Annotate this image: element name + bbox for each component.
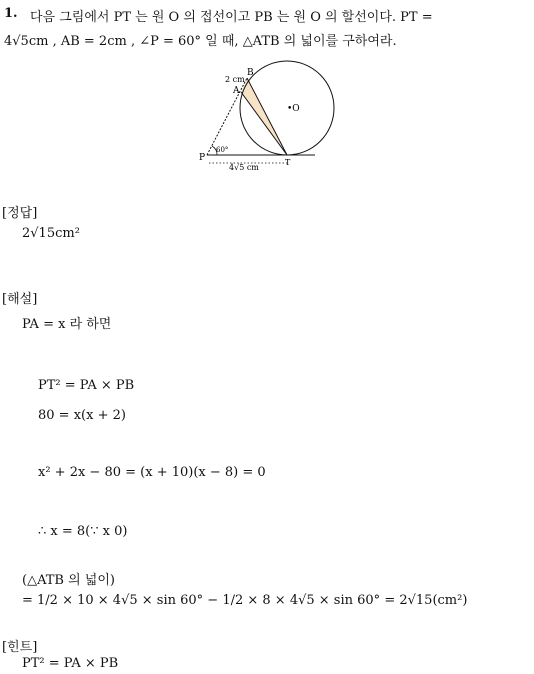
equation-3: x² + 2x − 80 = (x + 10)(x − 8) = 0 [38, 465, 266, 480]
hint-header: [힌트] [2, 640, 38, 655]
solution-header: [해설] [2, 292, 38, 307]
label-2cm: 2 cm [225, 75, 245, 84]
label-b: B [247, 68, 254, 78]
problem-number: 1. [4, 6, 18, 21]
label-t: T [285, 158, 291, 167]
area-expression: = 1/2 × 10 × 4√5 × sin 60° − 1/2 × 8 × 4√5 × sin 60° = 2√15(cm²) [22, 593, 468, 608]
problem-line-2: 4√5cm , AB = 2cm , ∠P = 60° 일 때, △ATB 의 넓이를 구하여라. [4, 34, 397, 49]
problem-line-1: 다음 그림에서 PT 는 원 O 의 접선이고 PB 는 원 O 의 할선이다. PT = [30, 10, 433, 25]
label-o: •O [287, 104, 300, 114]
label-60: 60° [216, 146, 229, 154]
equation-1: PT² = PA × PB [38, 378, 135, 393]
segment-at [241, 92, 287, 155]
solution-intro: PA = x 라 하면 [22, 317, 112, 332]
equation-4: ∴ x = 8(∵ x 0) [38, 524, 128, 539]
geometry-figure [195, 60, 345, 175]
label-4root5: 4√5 cm [229, 163, 259, 172]
hint-formula: PT² = PA × PB [22, 656, 119, 671]
triangle-atb [241, 78, 287, 155]
label-a: A [233, 86, 240, 96]
answer-value: 2√15cm² [22, 226, 80, 241]
area-label: (△ATB 의 넓이) [22, 573, 115, 588]
label-p: P [199, 153, 206, 163]
answer-header: [정답] [2, 206, 38, 221]
equation-2: 80 = x(x + 2) [38, 408, 126, 423]
segment-bt [247, 78, 287, 155]
